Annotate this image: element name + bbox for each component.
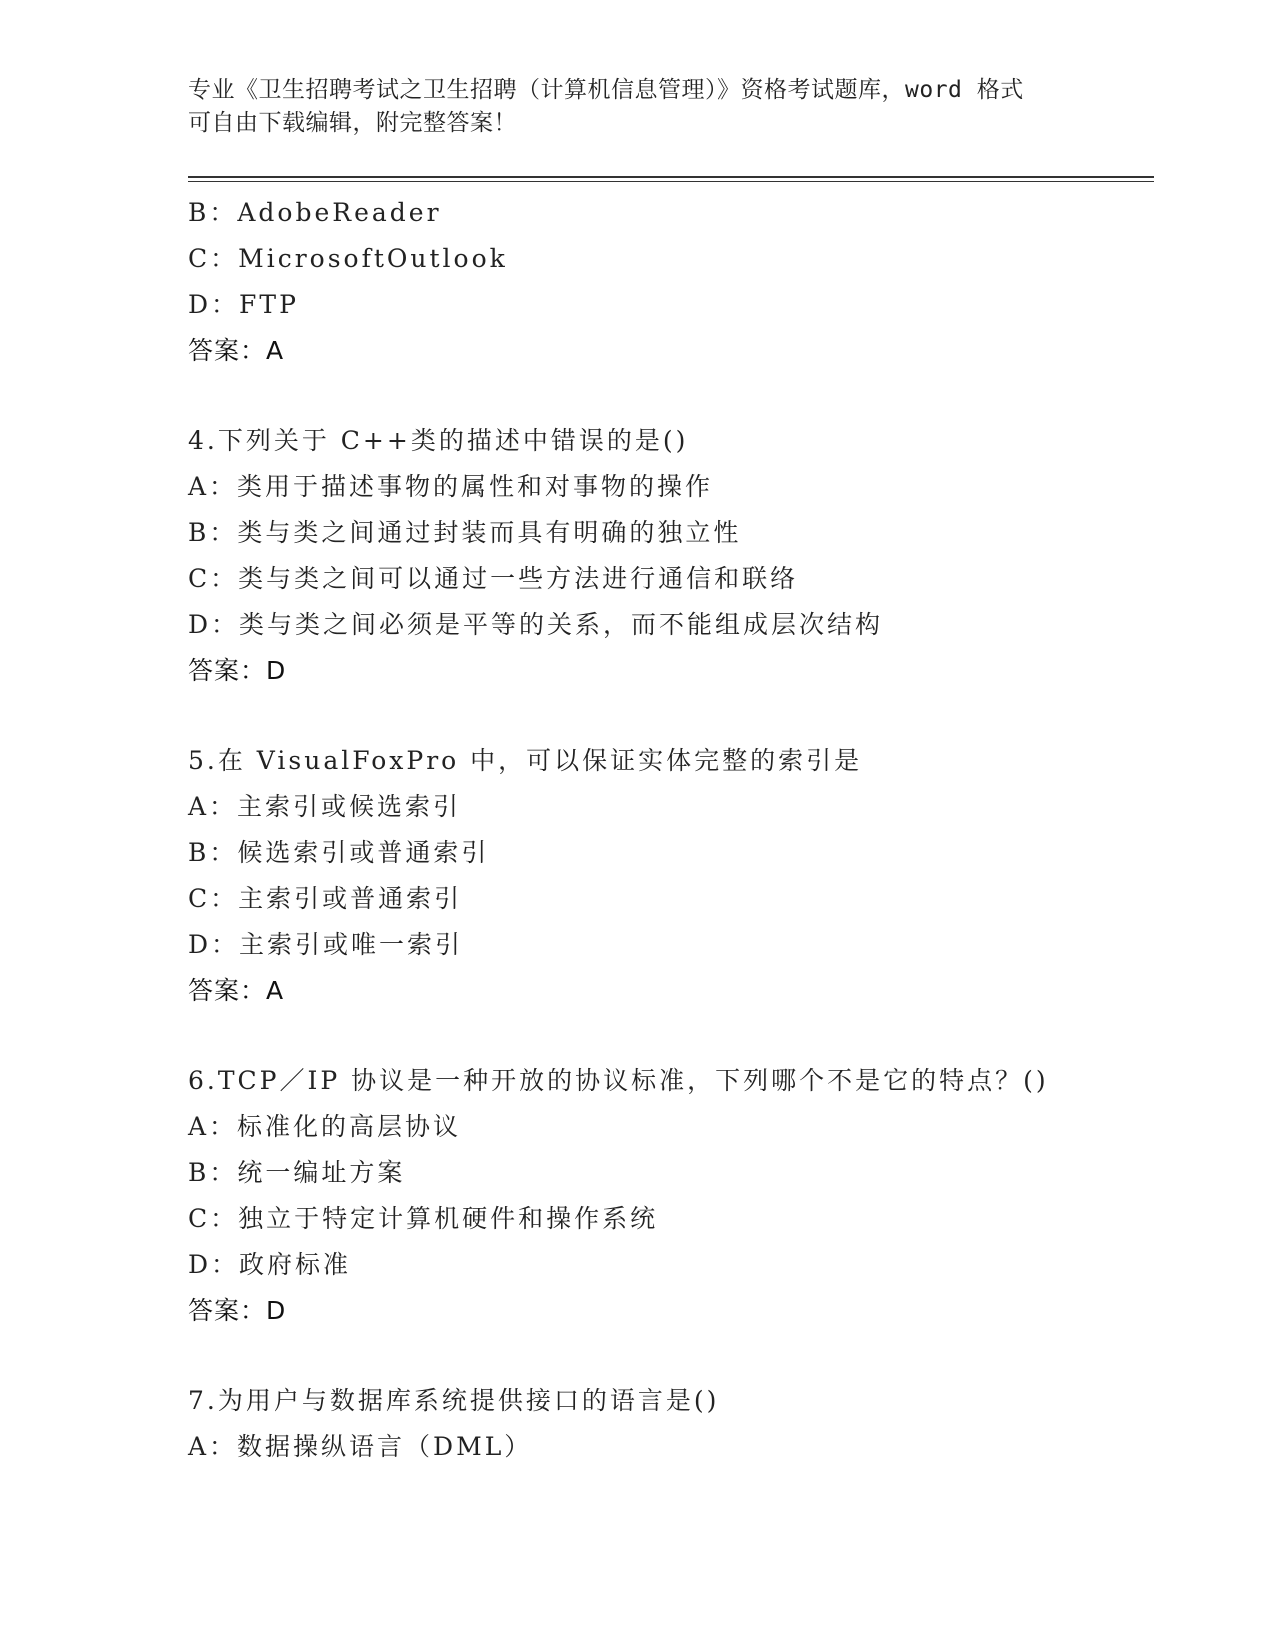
question-5-block (188, 738, 1154, 1014)
question-6-block (188, 1058, 1154, 1334)
document-header (188, 74, 1068, 140)
option-a: A：标准化的高层协议 (188, 1112, 462, 1141)
option-a: A：主索引或候选索引 (188, 792, 462, 821)
option-b: B：AdobeReader (188, 198, 442, 227)
spacer (188, 1334, 1154, 1378)
option-b: B：类与类之间通过封装而具有明确的独立性 (188, 518, 742, 547)
option-c: C：类与类之间可以通过一些方法进行通信和联络 (188, 564, 799, 593)
option-a: A：数据操纵语言（DML） (188, 1432, 533, 1461)
option-d: D：主索引或唯一索引 (188, 930, 464, 959)
question-7-block (188, 1378, 1154, 1470)
option-b: B：候选索引或普通索引 (188, 838, 490, 867)
header-divider-thick (188, 176, 1154, 178)
answer-line: 答案：A (188, 336, 285, 365)
option-d: D：FTP (188, 290, 299, 319)
option-a: A：类用于描述事物的属性和对事物的操作 (188, 472, 714, 501)
header-divider-thin (188, 181, 1154, 182)
question-text: 7.为用户与数据库系统提供接口的语言是() (188, 1386, 720, 1415)
header-line-2: 可自由下载编辑，附完整答案！ (188, 110, 517, 136)
spacer (188, 1014, 1154, 1058)
question-text: 4.下列关于 C++类的描述中错误的是() (188, 426, 689, 455)
option-d: D：类与类之间必须是平等的关系，而不能组成层次结构 (188, 610, 884, 639)
option-c: C：独立于特定计算机硬件和操作系统 (188, 1204, 659, 1233)
header-line-1: 专业《卫生招聘考试之卫生招聘（计算机信息管理）》资格考试题库，word 格式 (188, 77, 1024, 103)
question-text: 6.TCP／IP 协议是一种开放的协议标准，下列哪个不是它的特点？() (188, 1066, 1049, 1095)
answer-line: 答案：D (188, 1296, 287, 1325)
spacer (188, 374, 1154, 418)
answer-line: 答案：A (188, 976, 285, 1005)
question-4-block (188, 418, 1154, 694)
question-3-block (188, 190, 1154, 374)
option-d: D：政府标准 (188, 1250, 352, 1279)
question-text: 5.在 VisualFoxPro 中，可以保证实体完整的索引是 (188, 746, 863, 775)
option-c: C：主索引或普通索引 (188, 884, 463, 913)
answer-line: 答案：D (188, 656, 287, 685)
question-list (188, 190, 1154, 1470)
option-c: C：MicrosoftOutlook (188, 244, 508, 273)
spacer (188, 694, 1154, 738)
option-b: B：统一编址方案 (188, 1158, 406, 1187)
